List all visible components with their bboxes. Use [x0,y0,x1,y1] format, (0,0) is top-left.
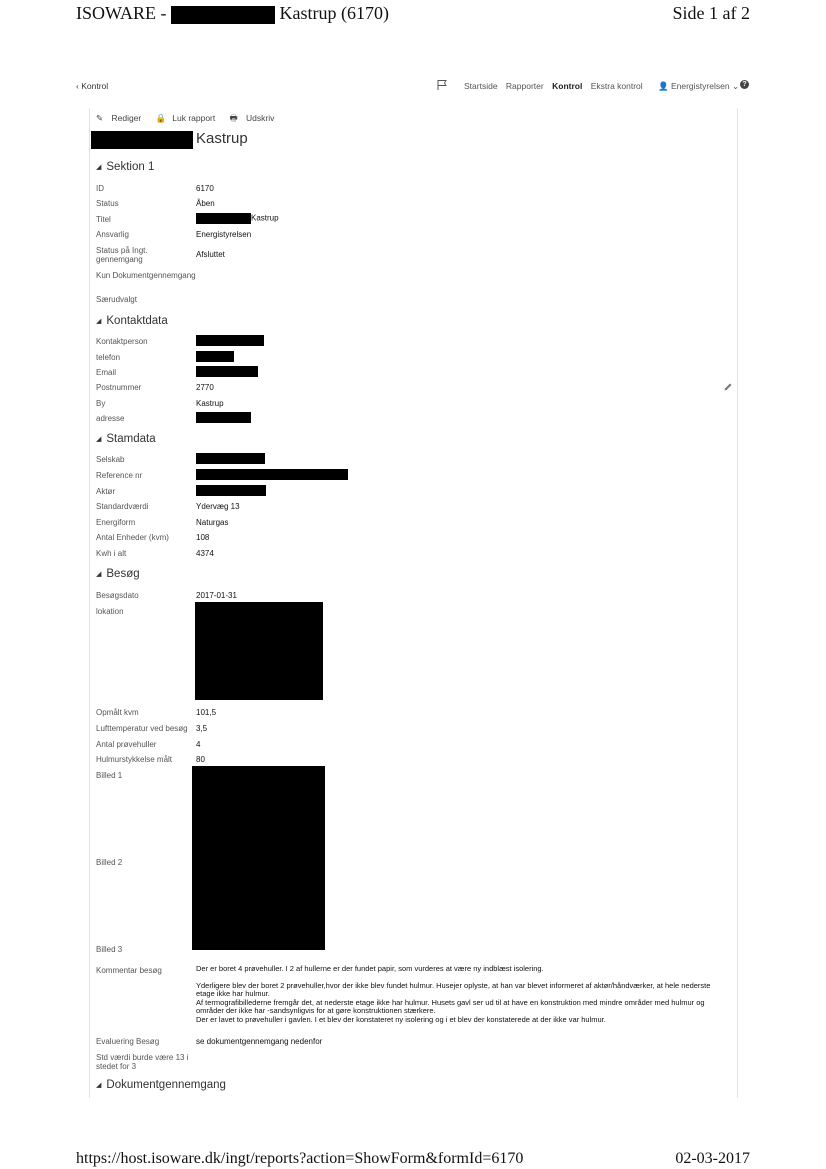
label-kwh-i-alt: Kwh i alt [96,549,127,558]
value-evaluering-besog: se dokumentgennemgang nedenfor [196,1037,323,1046]
value-lufttemperatur: 3,5 [196,724,208,733]
label-reference-nr: Reference nr [96,471,143,480]
value-status: Åben [196,199,215,208]
label-std-vaerdi-note: Std værdi burde være 13 i stedet for 3 [96,1053,189,1071]
nav-link-kontrol[interactable]: Kontrol [552,81,583,91]
label-hulmurstykkelse: Hulmurstykkelse målt [96,755,173,764]
value-by: Kastrup [196,399,224,408]
nav-links [464,81,649,91]
photo-redacted [192,766,325,950]
top-navigation [76,78,750,96]
pencil-icon[interactable] [723,382,733,392]
label-antal-enheder: Antal Enheder (kvm) [96,533,169,542]
label-saerudvalgt: Særudvalgt [96,295,137,304]
value-standardvaerdi: Ydervæg 13 [196,502,240,511]
label-standardvaerdi: Standardværdi [96,502,149,511]
print-title: ISOWARE - Kastrup (6170) [76,3,389,23]
label-lokation: lokation [96,607,124,616]
location-map-redacted [195,602,323,700]
collapse-triangle-icon: ◢ [96,1082,102,1089]
label-selskab: Selskab [96,455,125,464]
back-link[interactable]: ‹ Kontrol [76,81,109,91]
section-heading-kontaktdata[interactable]: ◢ Kontaktdata [96,315,168,327]
label-energiform: Energiform [96,518,136,527]
nav-link-ekstra-kontrol[interactable]: Ekstra kontrol [590,81,643,91]
nav-link-startside[interactable]: Startside [464,81,498,91]
value-titel: Kastrup [196,213,279,224]
comment-text: Der er boret 4 prøvehuller. I 2 af hullerne er der fundet papir, som vurderes at være ny indblæst isolering. Yderligere blev der boret 2 prøvehuller,hvor der ikke blev fundet hulmur. Husejer oplyste, at han var blevet informeret af aktør/håndværker, at hele nederste etage ikke har hulmur. Af termografibillederne fremgår det, at nederste etage ikke har hulmur. Husets gavl ser ud til at have en konstruktion med mindre områder med hulmur og områder der ikke har -sandsynligvis for at gøre konstruktionen stærkere. Der er lavet to prøvehuller i gavlen. I et blev der konstateret ny isolering og i et blev der konstaterede at der ikke var hulmur. [196,964,711,1024]
collapse-triangle-icon: ◢ [96,318,102,325]
label-postnummer: Postnummer [96,383,142,392]
label-lufttemperatur: Lufttemperatur ved besøg [96,724,188,733]
label-aktor: Aktør [96,487,116,496]
label-status-ingt: Status på Ingt. gennemgang [96,246,148,264]
value-hulmurstykkelse: 80 [196,755,205,764]
redaction [196,213,251,224]
label-antal-provehuller: Antal prøvehuller [96,740,157,749]
value-kwh-i-alt: 4374 [196,549,214,558]
redaction [196,412,251,423]
section-heading-sektion-1[interactable]: ◢ Sektion 1 [96,161,155,173]
value-adresse [196,412,251,423]
collapse-triangle-icon: ◢ [96,571,102,578]
redaction [196,469,348,480]
help-icon[interactable]: ? [740,80,749,89]
page-number: Side 1 af 2 [672,3,750,23]
label-adresse: adresse [96,414,125,423]
value-opmaalt-kvm: 101,5 [196,708,217,717]
label-billed-3: Billed 3 [96,945,123,954]
label-status: Status [96,199,119,208]
close-report-button[interactable]: 🔒 Luk rapport [155,113,216,123]
edit-button[interactable]: ✎ Rediger [96,113,142,123]
user-menu[interactable]: 👤 Energistyrelsen ⌄ [658,81,740,91]
redaction [196,366,258,377]
printer-icon: 🖶 [229,113,238,123]
content-frame [89,108,738,1098]
value-telefon [196,351,234,362]
toolbar [96,113,286,127]
label-kontaktperson: Kontaktperson [96,337,148,346]
section-heading-dokumentgennemgang[interactable]: ◢ Dokumentgennemgang [96,1079,226,1091]
redaction [171,6,275,24]
value-id: 6170 [196,184,214,193]
label-billed-2: Billed 2 [96,858,123,867]
redaction [196,453,265,464]
collapse-triangle-icon: ◢ [96,436,102,443]
lock-icon: 🔒 [155,113,167,123]
value-energiform: Naturgas [196,518,229,527]
label-evaluering-besog: Evaluering Besøg [96,1037,160,1046]
label-kun-dokumentgennemgang: Kun Dokumentgennemgang [96,271,196,280]
redaction [91,131,193,149]
value-reference-nr [196,469,348,480]
label-kommentar-besog: Kommentar besøg [96,966,162,975]
print-button[interactable]: 🖶 Udskriv [229,113,275,123]
collapse-triangle-icon: ◢ [96,164,102,171]
value-aktor [196,485,266,496]
label-besogsdato: Besøgsdato [96,591,139,600]
page-url: https://host.isoware.dk/ingt/reports?action=ShowForm&formId=6170 [76,1150,524,1167]
value-antal-provehuller: 4 [196,740,201,749]
chevron-down-icon: ⌄ [731,81,740,91]
value-email [196,366,258,377]
label-ansvarlig: Ansvarlig [96,230,129,239]
label-email: Email [96,368,117,377]
label-by: By [96,399,106,408]
user-icon: 👤 [658,81,669,91]
print-header [0,0,826,30]
section-heading-stamdata[interactable]: ◢ Stamdata [96,433,156,445]
edit-icon: ✎ [96,113,104,123]
value-besogsdato: 2017-01-31 [196,591,237,600]
value-postnummer: 2770 [196,383,214,392]
value-selskab [196,453,265,464]
label-telefon: telefon [96,353,121,362]
value-antal-enheder: 108 [196,533,210,542]
page-title: Kastrup [91,131,193,149]
nav-link-rapporter[interactable]: Rapporter [505,81,544,91]
redaction [196,485,266,496]
label-billed-1: Billed 1 [96,771,123,780]
redaction [196,335,264,346]
label-opmaalt-kvm: Opmålt kvm [96,708,139,717]
print-date: 02-03-2017 [675,1150,750,1167]
label-titel: Titel [96,215,111,224]
redaction [196,351,234,362]
label-id: ID [96,184,104,193]
value-ansvarlig: Energistyrelsen [196,230,252,239]
value-status-ingt: Afsluttet [196,250,225,259]
value-kontaktperson [196,335,264,346]
flag-icon[interactable] [436,79,448,91]
section-heading-besog[interactable]: ◢ Besøg [96,568,140,580]
